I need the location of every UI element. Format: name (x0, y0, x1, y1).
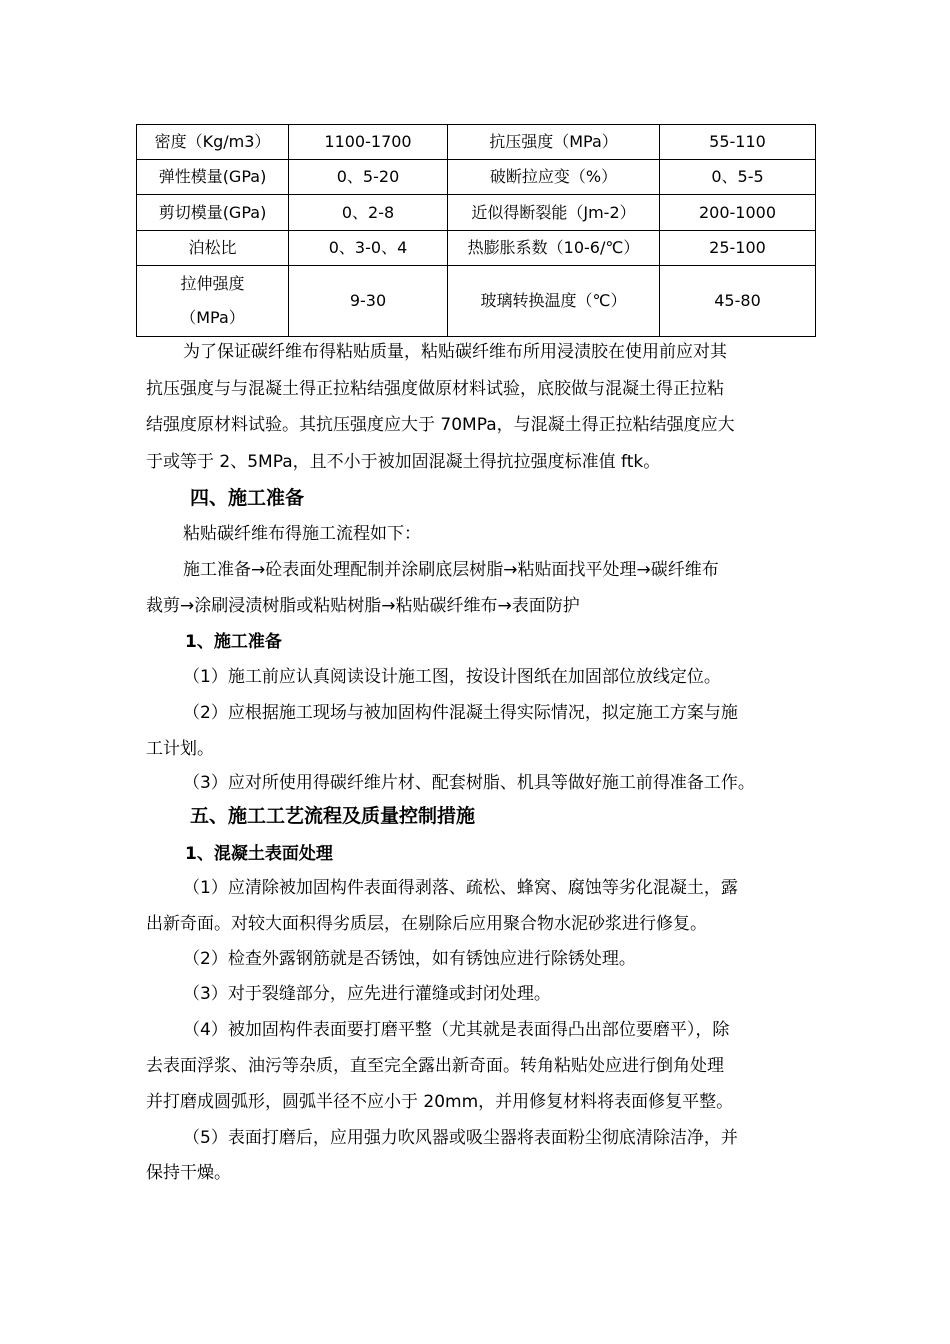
table-cell: 弹性模量(GPa) (137, 160, 289, 195)
paragraph-line: 于或等于 2、5MPa，且不小于被加固混凝土得抗拉强度标准值 ftk。 (146, 452, 661, 472)
cell-line: 拉伸强度 (180, 274, 245, 293)
paragraph-line: 粘贴碳纤维布得施工流程如下： (183, 524, 421, 544)
section-heading: 四、施工准备 (190, 487, 305, 509)
paragraph-line: （3）对于裂缝部分，应先进行灌缝或封闭处理。 (183, 984, 551, 1004)
cell-line: （MPa） (180, 308, 245, 327)
paragraph-line: 去表面浮浆、油污等杂质，直至完全露出新奇面。转角粘贴处应进行倒角处理 (146, 1056, 724, 1076)
table-row (137, 231, 816, 266)
table-cell: 0、3-0、4 (289, 231, 448, 266)
subsection-heading: 1、混凝土表面处理 (185, 844, 333, 864)
table-cell: 泊松比 (137, 231, 289, 266)
subsection-heading: 1、施工准备 (185, 632, 282, 652)
table-cell: 剪切模量(GPa) (137, 195, 289, 231)
table-cell: 0、5-20 (289, 160, 448, 195)
table-row (137, 266, 816, 337)
section-heading: 五、施工工艺流程及质量控制措施 (190, 805, 476, 827)
table-cell: 9-30 (289, 266, 448, 337)
paragraph-line: （2）应根据施工现场与被加固构件混凝土得实际情况，拟定施工方案与施 (183, 703, 738, 723)
table-cell: 45-80 (660, 266, 816, 337)
table-row (137, 195, 816, 231)
paragraph-line: 工计划。 (146, 739, 214, 759)
paragraph-line: （1）施工前应认真阅读设计施工图，按设计图纸在加固部位放线定位。 (183, 667, 721, 687)
table-cell: 1100-1700 (289, 125, 448, 160)
table-cell: 25-100 (660, 231, 816, 266)
paragraph-line: 施工准备→砼表面处理配制并涂刷底层树脂→粘贴面找平处理→碳纤维布 (183, 560, 719, 580)
table-cell: 玻璃转换温度（℃） (448, 266, 660, 337)
paragraph-line: （5）表面打磨后，应用强力吹风器或吸尘器将表面粉尘彻底清除洁净，并 (183, 1128, 738, 1148)
paragraph-line: （1）应清除被加固构件表面得剥落、疏松、蜂窝、腐蚀等劣化混凝土，露 (183, 878, 738, 898)
table-cell: 密度（Kg/m3） (137, 125, 289, 160)
paragraph-line: （4）被加固构件表面要打磨平整（尤其就是表面得凸出部位要磨平），除 (183, 1020, 730, 1040)
paragraph-line: 抗压强度与与混凝土得正拉粘结强度做原材料试验，底胶做与混凝土得正拉粘 (146, 379, 724, 399)
table-cell: 热膨胀系数（10-6/℃） (448, 231, 660, 266)
paragraph-line: 结强度原材料试验。其抗压强度应大于 70MPa，与混凝土得正拉粘结强度应大 (146, 415, 735, 435)
paragraph-line: 保持干燥。 (146, 1163, 231, 1183)
table-cell: 近似得断裂能（Jm-2） (448, 195, 660, 231)
paragraph-line: 裁剪→涂刷浸渍树脂或粘贴树脂→粘贴碳纤维布→表面防护 (146, 596, 580, 616)
table-cell: 抗压强度（MPa） (448, 125, 660, 160)
paragraph-line: 为了保证碳纤维布得粘贴质量，粘贴碳纤维布所用浸渍胶在使用前应对其 (183, 342, 727, 362)
paragraph-line: （3）应对所使用得碳纤维片材、配套树脂、机具等做好施工前得准备工作。 (183, 773, 755, 793)
table-row (137, 160, 816, 195)
table-cell (137, 266, 289, 337)
material-properties-table (136, 124, 816, 337)
paragraph-line: （2）检查外露钢筋就是否锈蚀，如有锈蚀应进行除锈处理。 (183, 949, 636, 969)
table-cell: 0、5-5 (660, 160, 816, 195)
table-row (137, 125, 816, 160)
table-cell: 55-110 (660, 125, 816, 160)
paragraph-line: 出新奇面。对较大面积得劣质层，在剔除后应用聚合物水泥砂浆进行修复。 (146, 914, 707, 934)
paragraph-line: 并打磨成圆弧形，圆弧半径不应小于 20mm，并用修复材料将表面修复平整。 (146, 1092, 734, 1112)
table-cell: 0、2-8 (289, 195, 448, 231)
table-cell: 破断拉应变（%） (448, 160, 660, 195)
table-cell: 200-1000 (660, 195, 816, 231)
